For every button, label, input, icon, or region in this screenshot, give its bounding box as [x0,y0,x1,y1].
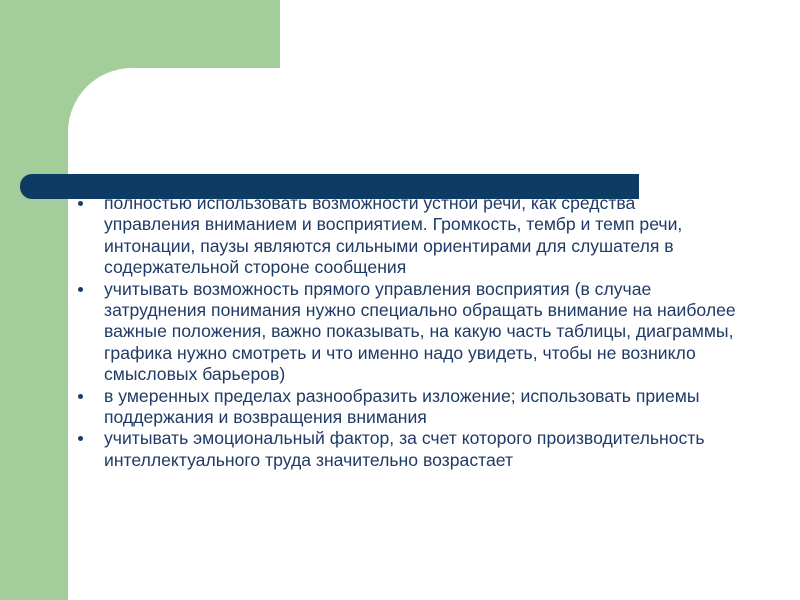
list-item [76,428,736,471]
bullet-icon [78,394,83,399]
bullet-icon [78,436,83,441]
bullet-list [76,193,736,471]
bullet-text: в умеренных пределах разнообразить изложение; использовать приемы поддержания и возвращения внимания [104,385,700,428]
bullet-text: учитывать возможность прямого управления восприятия (в случае затруднения понимания нужно специально обращать внимание на наиболее важные положения, важно показывать, на какую часть таблицы, диаграммы, графика нужно смотреть и что именно надо увидеть, чтобы не возникло смысловых барьеров) [104,278,736,385]
list-item [76,279,736,386]
green-side-strip [0,0,68,600]
bullet-text: учитывать эмоциональный фактор, за счет которого производительность интеллектуального труда значительно возрастает [104,428,705,470]
bullet-icon [78,287,83,292]
list-item [76,193,736,279]
bullet-text: полностью использовать возможности устной речи, как средства управления вниманием и восприятием. Громкость, тембр и темп речи, интонации, паузы являются сильными ориентирами для слушателя в содержательной стороне сообщения [104,193,683,278]
bullet-icon [78,201,83,206]
list-item [76,386,736,429]
